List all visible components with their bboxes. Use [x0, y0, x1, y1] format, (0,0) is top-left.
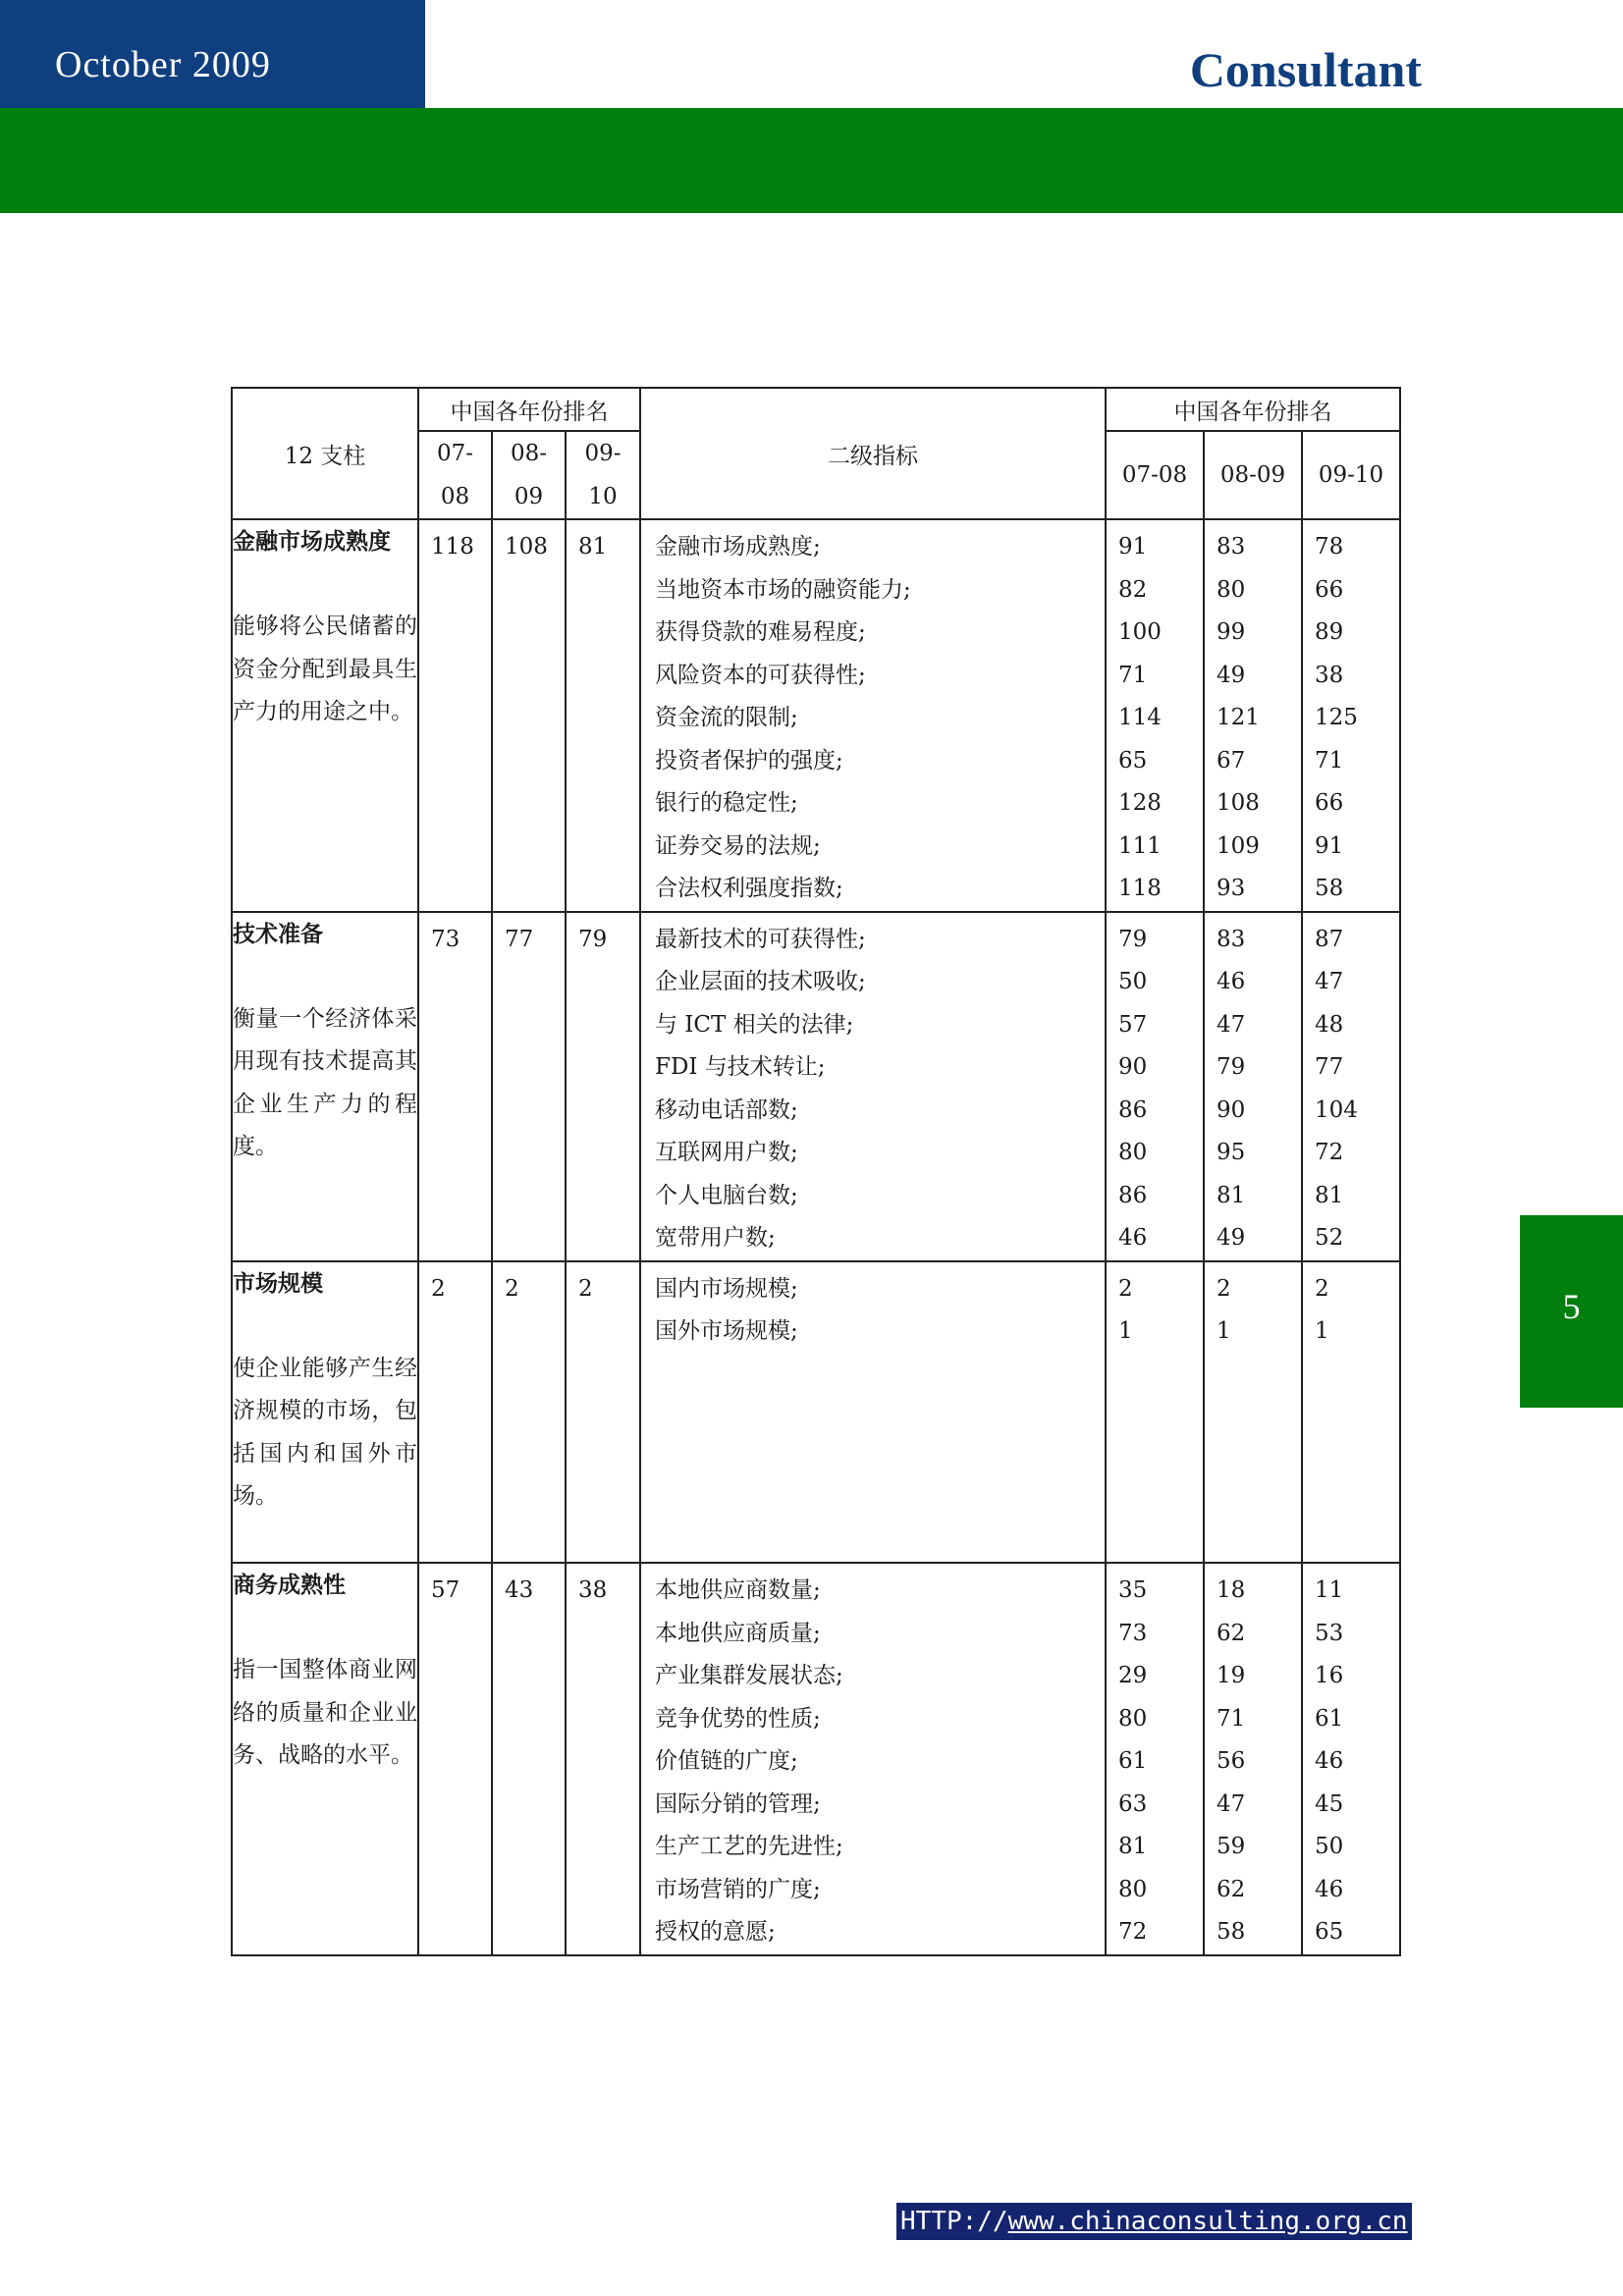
pillar-rank-value: 38 — [578, 1577, 608, 1603]
pillar-title: 金融市场成熟度 — [233, 528, 391, 555]
indicator-rank-value: 50 — [1118, 969, 1148, 994]
indicator-rank-value: 49 — [1217, 1225, 1246, 1251]
indicator-rank-value: 71 — [1118, 662, 1148, 688]
indicator-name: 银行的稳定性; — [655, 790, 798, 816]
indicator-rank-value: 121 — [1217, 705, 1260, 730]
indicator-rank-value: 11 — [1315, 1577, 1344, 1603]
pillar-cell — [232, 912, 418, 1261]
right-year-header: 09-10 — [1302, 431, 1400, 519]
indicator-rank-value: 83 — [1217, 534, 1246, 560]
indicator-rank-value: 35 — [1118, 1577, 1148, 1603]
pillar-title: 商务成熟性 — [233, 1572, 346, 1598]
indicator-rank-value: 72 — [1315, 1140, 1344, 1165]
indicator-name: 个人电脑台数; — [655, 1182, 798, 1208]
pillar-cell — [232, 1261, 418, 1564]
indicator-name: 国际分销的管理; — [655, 1790, 821, 1817]
left-year-header: 09- 10 — [566, 431, 640, 519]
table-section — [232, 912, 1400, 1261]
indicator-name: 产业集群发展状态; — [655, 1663, 843, 1688]
pillar-rank-cell — [492, 1563, 566, 1955]
indicator-rank-value: 57 — [1118, 1011, 1148, 1038]
indicator-rank-value: 79 — [1217, 1054, 1246, 1080]
indicator-name: 最新技术的可获得性; — [655, 926, 866, 952]
right-year-header: 07-08 — [1106, 431, 1204, 519]
pillar-rank-value: 2 — [578, 1275, 593, 1302]
indicator-rank-value: 52 — [1315, 1225, 1344, 1251]
header-title: Consultant — [1189, 42, 1422, 97]
indicator-rank-value: 86 — [1118, 1096, 1148, 1123]
indicator-rank-value: 63 — [1118, 1790, 1148, 1817]
indicator-rank-cell — [1302, 1563, 1400, 1955]
pillar-rank-value: 57 — [431, 1577, 460, 1603]
indicator-rank-value: 2 — [1315, 1275, 1329, 1302]
table-section — [232, 1563, 1400, 1955]
indicator-rank-cell — [1106, 912, 1204, 1261]
indicator-name: 合法权利强度指数; — [655, 876, 843, 901]
indicator-rank-value: 46 — [1315, 1748, 1344, 1774]
indicator-rank-value: 46 — [1118, 1225, 1148, 1251]
indicator-rank-value: 50 — [1315, 1834, 1344, 1859]
indicator-rank-value: 71 — [1315, 747, 1344, 774]
indicator-name: 国内市场规模; — [655, 1275, 798, 1302]
indicator-rank-value: 83 — [1217, 926, 1246, 952]
indicator-rank-cell — [1204, 1261, 1302, 1564]
pillar-title: 市场规模 — [233, 1269, 323, 1297]
indicator-rank-value: 65 — [1315, 1919, 1344, 1945]
indicator-rank-value: 71 — [1217, 1705, 1246, 1732]
pillar-rank-value: 2 — [431, 1275, 446, 1302]
indicator-rank-value: 90 — [1217, 1096, 1246, 1123]
indicator-cell — [640, 1563, 1106, 1955]
pillar-rank-value: 79 — [578, 926, 608, 952]
indicator-rank-value: 90 — [1118, 1054, 1148, 1080]
indicator-name: 与 ICT 相关的法律; — [655, 1011, 854, 1038]
indicator-rank-value: 47 — [1217, 1011, 1246, 1038]
indicator-rank-cell — [1106, 1261, 1204, 1564]
indicator-rank-value: 59 — [1217, 1834, 1246, 1859]
pillar-description: 能够将公民储蓄的资金分配到最具生产力的用途之中。 — [233, 614, 417, 724]
indicator-rank-value: 2 — [1118, 1275, 1133, 1302]
indicator-rank-value: 93 — [1217, 876, 1246, 901]
indicator-rank-value: 67 — [1217, 747, 1246, 774]
indicator-name: 国外市场规模; — [655, 1318, 798, 1344]
indicator-rank-value: 82 — [1118, 576, 1148, 603]
right-rank-group-header: 中国各年份排名 — [1106, 388, 1400, 431]
indicator-rank-value: 78 — [1315, 534, 1344, 560]
pillar-description: 衡量一个经济体采用现有技术提高其企业生产力的程度。 — [233, 1005, 417, 1159]
pillar-rank-value: 43 — [505, 1577, 534, 1603]
pillar-cell — [232, 1563, 418, 1955]
indicator-rank-cell — [1106, 1563, 1204, 1955]
page-number: 5 — [1562, 1287, 1581, 1326]
indicator-rank-cell — [1106, 519, 1204, 912]
indicator-rank-value: 58 — [1315, 876, 1344, 901]
indicator-rank-value: 118 — [1118, 876, 1162, 901]
indicator-rank-cell — [1204, 912, 1302, 1261]
indicator-name: 生产工艺的先进性; — [655, 1834, 843, 1859]
indicator-rank-value: 46 — [1217, 969, 1246, 994]
pillar-rank-cell — [418, 519, 492, 912]
indicator-rank-value: 79 — [1118, 926, 1148, 952]
indicator-rank-value: 86 — [1118, 1182, 1148, 1208]
indicator-rank-value: 61 — [1315, 1705, 1344, 1732]
ranking-table — [231, 387, 1401, 1956]
pillar-title: 技术准备 — [233, 920, 323, 947]
indicator-name: 价值链的广度; — [655, 1748, 798, 1774]
indicator-name: 证券交易的法规; — [655, 832, 821, 859]
indicator-rank-value: 87 — [1315, 926, 1344, 952]
pillar-rank-cell — [492, 912, 566, 1261]
indicator-rank-value: 91 — [1118, 534, 1148, 560]
table-section — [232, 519, 1400, 912]
indicator-name: 投资者保护的强度; — [655, 747, 843, 774]
indicator-rank-value: 89 — [1315, 619, 1344, 645]
indicator-rank-value: 128 — [1118, 790, 1162, 816]
indicator-name: 本地供应商数量; — [655, 1577, 821, 1603]
indicator-rank-value: 61 — [1118, 1748, 1148, 1774]
indicator-name: 获得贷款的难易程度; — [655, 619, 866, 645]
indicator-rank-value: 45 — [1315, 1790, 1344, 1817]
pillar-rank-value: 108 — [505, 534, 548, 560]
indicator-name: 竞争优势的性质; — [655, 1705, 821, 1732]
indicator-rank-value: 1 — [1217, 1318, 1231, 1344]
indicator-name: 授权的意愿; — [655, 1919, 776, 1945]
indicator-rank-value: 80 — [1118, 1705, 1148, 1732]
indicator-name: 互联网用户数; — [655, 1140, 798, 1165]
indicator-rank-value: 16 — [1315, 1663, 1344, 1688]
indicator-rank-value: 62 — [1217, 1876, 1246, 1902]
pillar-rank-value: 118 — [431, 534, 474, 560]
indicator-rank-value: 81 — [1118, 1834, 1148, 1859]
pillar-description: 指一国整体商业网络的质量和企业业务、战略的水平。 — [233, 1657, 417, 1768]
pillar-rank-cell — [566, 519, 640, 912]
header-date: October 2009 — [55, 44, 271, 85]
right-year-header: 08-09 — [1204, 431, 1302, 519]
indicator-rank-value: 56 — [1217, 1748, 1246, 1774]
indicator-rank-cell — [1302, 1261, 1400, 1564]
indicator-rank-value: 19 — [1217, 1663, 1246, 1688]
pillar-cell — [232, 519, 418, 912]
pillar-rank-cell — [418, 1261, 492, 1564]
indicator-name: 宽带用户数; — [655, 1225, 776, 1251]
indicator-rank-value: 29 — [1118, 1663, 1148, 1688]
indicator-rank-value: 47 — [1315, 969, 1344, 994]
indicator-rank-cell — [1204, 1563, 1302, 1955]
indicator-rank-value: 47 — [1217, 1790, 1246, 1817]
left-year-header: 07- 08 — [418, 431, 492, 519]
page-number-tab — [1520, 1215, 1623, 1408]
indicator-cell — [640, 519, 1106, 912]
indicator-rank-value: 1 — [1315, 1318, 1329, 1344]
table-section — [232, 1261, 1400, 1564]
pillar-rank-cell — [566, 1563, 640, 1955]
indicator-rank-cell — [1302, 519, 1400, 912]
indicator-rank-value: 108 — [1217, 790, 1260, 816]
indicator-rank-value: 111 — [1118, 832, 1162, 859]
indicator-rank-value: 80 — [1118, 1876, 1148, 1902]
indicator-rank-value: 46 — [1315, 1876, 1344, 1902]
indicator-name: 金融市场成熟度; — [655, 534, 821, 560]
indicator-rank-value: 1 — [1118, 1318, 1133, 1344]
indicator-rank-cell — [1302, 912, 1400, 1261]
indicator-rank-value: 58 — [1217, 1919, 1246, 1945]
footer-url-link[interactable] — [896, 2203, 1412, 2240]
indicator-rank-value: 72 — [1118, 1919, 1148, 1945]
indicator-rank-value: 65 — [1118, 747, 1148, 774]
indicator-rank-cell — [1204, 519, 1302, 912]
indicator-rank-value: 80 — [1217, 576, 1246, 603]
indicator-rank-value: 53 — [1315, 1620, 1344, 1646]
pillar-rank-cell — [418, 912, 492, 1261]
indicator-rank-value: 81 — [1315, 1182, 1344, 1208]
indicator-name: 资金流的限制; — [655, 705, 798, 730]
pillar-rank-cell — [566, 912, 640, 1261]
indicator-name: 市场营销的广度; — [655, 1876, 821, 1902]
indicator-rank-value: 81 — [1217, 1182, 1246, 1208]
indicator-rank-value: 66 — [1315, 576, 1344, 603]
pillar-rank-cell — [418, 1563, 492, 1955]
indicator-rank-value: 2 — [1217, 1275, 1231, 1302]
pillar-description: 使企业能够产生经济规模的市场，包括国内和国外市场。 — [233, 1355, 417, 1509]
indicator-name: FDI 与技术转让; — [655, 1054, 826, 1080]
pillar-rank-value: 73 — [431, 926, 460, 952]
indicator-rank-value: 66 — [1315, 790, 1344, 816]
pillar-rank-cell — [492, 519, 566, 912]
pillar-rank-value: 2 — [505, 1275, 519, 1302]
indicator-column-header: 二级指标 — [640, 388, 1106, 519]
footer-url-prefix: HTTP:// — [900, 2207, 1008, 2236]
indicator-rank-value: 95 — [1217, 1140, 1246, 1165]
indicator-name: 风险资本的可获得性; — [655, 662, 866, 688]
indicator-rank-value: 125 — [1315, 705, 1358, 730]
indicator-rank-value: 49 — [1217, 662, 1246, 688]
pillar-rank-value: 77 — [505, 926, 534, 952]
pillar-rank-cell — [566, 1261, 640, 1564]
indicator-rank-value: 48 — [1315, 1011, 1344, 1038]
indicator-name: 当地资本市场的融资能力; — [655, 576, 911, 603]
header-green-band — [0, 108, 1623, 213]
indicator-name: 企业层面的技术吸收; — [655, 969, 866, 994]
pillar-rank-cell — [492, 1261, 566, 1564]
indicator-cell — [640, 1261, 1106, 1564]
indicator-rank-value: 109 — [1217, 832, 1260, 859]
footer-url-host: www.chinaconsulting.org.cn — [1007, 2207, 1408, 2236]
indicator-rank-value: 18 — [1217, 1577, 1246, 1603]
indicator-rank-value: 80 — [1118, 1140, 1148, 1165]
pillar-rank-value: 81 — [578, 534, 608, 560]
indicator-rank-value: 99 — [1217, 619, 1246, 645]
indicator-cell — [640, 912, 1106, 1261]
left-year-header: 08- 09 — [492, 431, 566, 519]
indicator-rank-value: 114 — [1118, 705, 1162, 730]
indicator-rank-value: 38 — [1315, 662, 1344, 688]
left-rank-group-header: 中国各年份排名 — [418, 388, 640, 431]
indicator-rank-value: 77 — [1315, 1054, 1344, 1080]
pillar-column-header: 12 支柱 — [232, 388, 418, 519]
indicator-rank-value: 91 — [1315, 832, 1344, 859]
indicator-rank-value: 62 — [1217, 1620, 1246, 1646]
indicator-rank-value: 104 — [1315, 1096, 1358, 1123]
indicator-name: 本地供应商质量; — [655, 1620, 821, 1646]
indicator-name: 移动电话部数; — [655, 1096, 798, 1123]
indicator-rank-value: 73 — [1118, 1620, 1148, 1646]
indicator-rank-value: 100 — [1118, 619, 1162, 645]
